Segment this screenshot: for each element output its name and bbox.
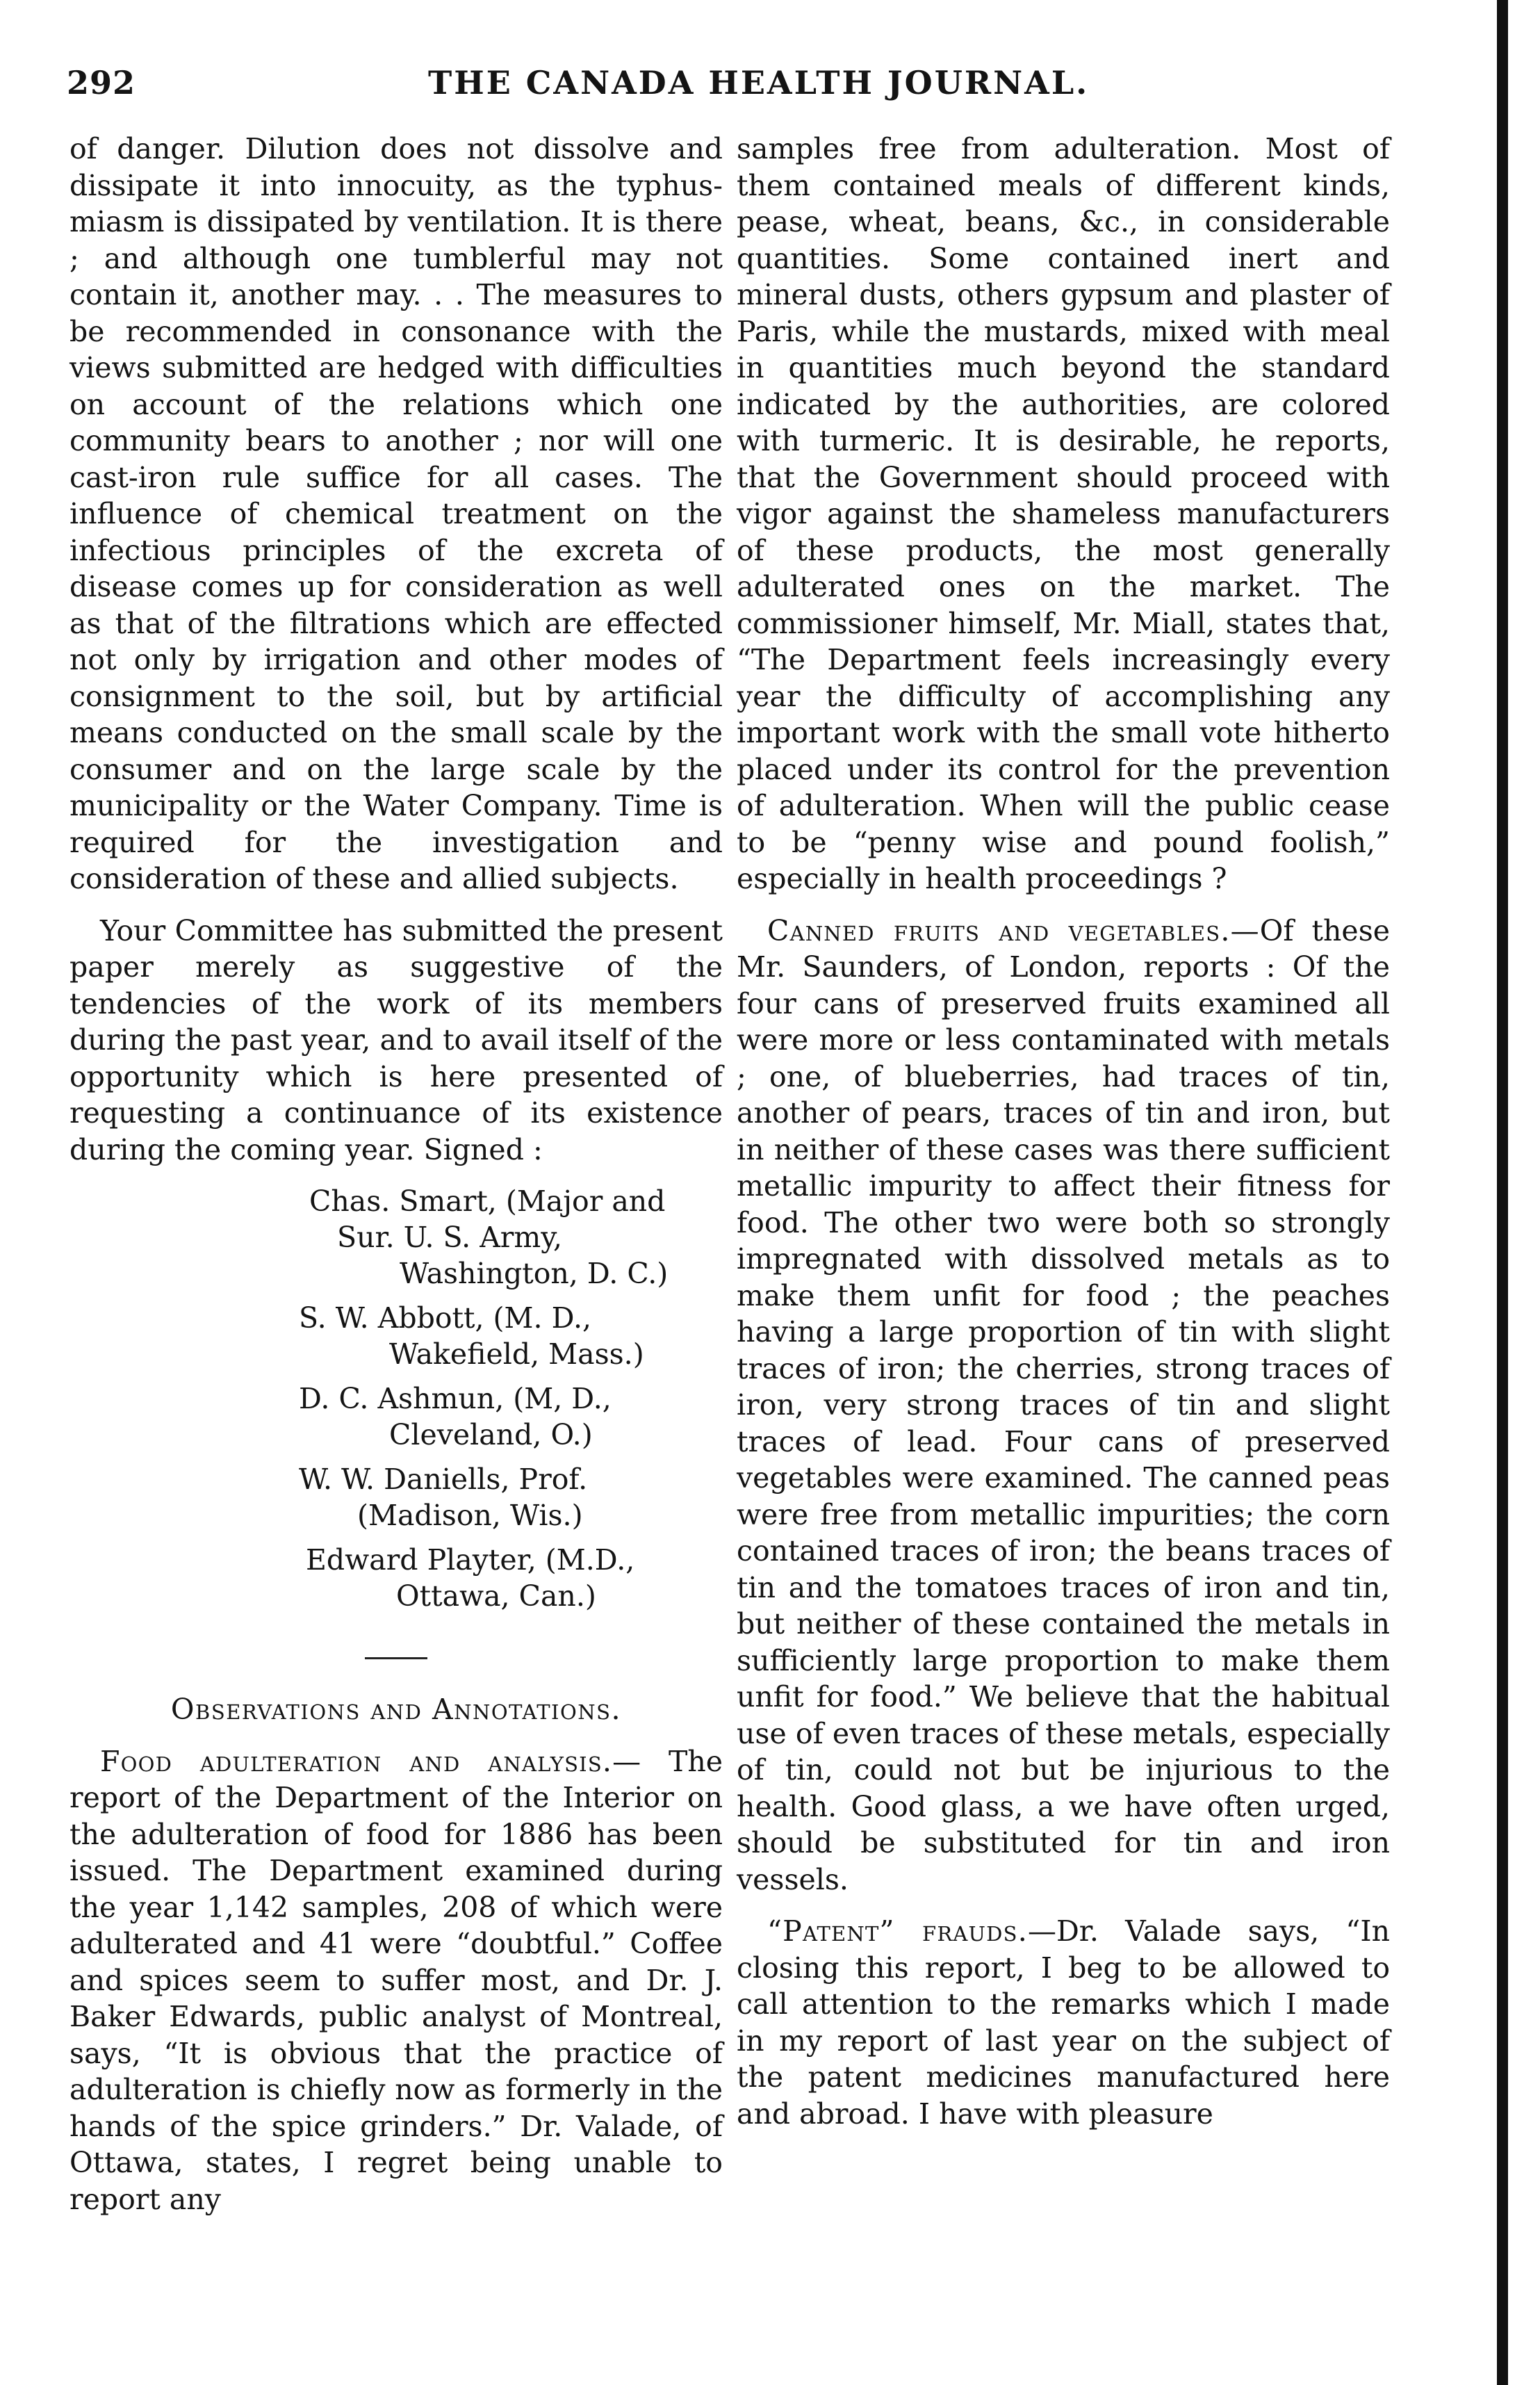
patent-frauds-paragraph: [737, 1913, 1390, 2132]
page-header: [67, 54, 1387, 117]
food-adulteration-subhead: Food adulteration and analysis.—: [100, 1744, 642, 1778]
signature-dc-ashmun: [69, 1381, 723, 1453]
committee-closing-paragraph: Your Committee has submitted the present paper merely as suggestive of the tendencies of the work of its members during the past year, and to avail itself of the opportunity which is here presented of requesting a continuance of its existence during the coming year. Signed :: [69, 913, 723, 1166]
signature-line: (Madison, Wis.): [357, 1499, 583, 1532]
signature-line: S. W. Abbott, (M. D.,: [299, 1301, 592, 1335]
signature-line: Ottawa, Can.): [396, 1579, 596, 1613]
patent-frauds-text: —Dr. Valade says, “In closing this report, I beg to be allowed to call attention to the remarks which I made in my report of last year on the subject of the patent medicines manufactured here and abroad. I have with pleasure: [737, 1914, 1390, 2131]
adulteration-continued-paragraph: samples free from adulteration. Most of them contained meals of different kinds, pease, wheat, beans, &c., in considerable quantities. Some contained inert and mineral dusts, others gypsum and plaster of Paris, while the mustards, mixed with meal in quantities much beyond the standard indicated by the authorities, are colored with turmeric. It is desirable, he reports, that the Government should proceed with vigor against the shameless manufacturers of these products, the most generally adulterated ones on the market. The commissioner himself, Mr. Miall, states that, “The Department feels increasingly every year the difficulty of accomplishing any important work with the small vote hitherto placed under its control for the prevention of adulteration. When will the public cease to be “penny wise and pound foolish,” especially in health proceedings ?: [737, 132, 1390, 895]
signature-line: Cleveland, O.): [389, 1418, 593, 1451]
signature-line: Wakefield, Mass.): [389, 1337, 644, 1371]
signature-line: Edward Playter, (M.D.,: [306, 1543, 635, 1577]
section-heading: Observations and Annotations.: [170, 1693, 622, 1726]
signature-edward-playter: [69, 1542, 723, 1614]
page-number: 292: [67, 64, 136, 101]
canned-goods-subhead: Canned fruits and vegetables.—: [767, 913, 1260, 947]
signature-ww-daniells: [69, 1461, 723, 1533]
patent-frauds-subhead: “Patent” frauds.: [767, 1914, 1028, 1948]
food-adulteration-paragraph: [69, 1743, 723, 2218]
signature-line: Washington, D. C.): [400, 1257, 669, 1290]
section-divider: [365, 1657, 427, 1659]
canned-goods-text: Of these Mr. Saunders, of London, reports : Of the four cans of preserved fruits examined all were more or less contaminated with metals ; one, of blueberries, had traces of tin, another of pears, traces of tin and iron, but in neither of these cases was there sufficient metallic impurity to affect their fitness for food. The other two were both so strongly impregnated with dissolved metals as to make them unfit for food ; the peaches having a large proportion of tin with slight traces of iron; the cherries, strong traces of iron, very strong traces of tin and slight traces of lead. Four cans of preserved vegetables were examined. The canned peas were free from metallic impurities; the corn contained traces of iron; the beans traces of tin and the tomatoes traces of iron and tin, but neither of these contained the metals in sufficiently large proportion to make them unfit for food.” We believe that the habitual use of even traces of these metals, especially of tin, could not but be injurious to the health. Good glass, a we have often urged, should be substituted for tin and iron vessels.: [737, 913, 1390, 1896]
food-adulteration-text: The report of the Department of the Interior on the adulteration of food for 1886 has been issued. The Department examined during the year 1,142 samples, 208 of which were adulterated and 41 were “doubtful.” Coffee and spices seem to suffer most, and Dr. J. Baker Edwards, public analyst of Montreal, says, “It is obvious that the practice of adulteration is chiefly now as formerly in the hands of the spice grinders.” Dr. Valade, of Ottawa, states, I regret being unable to report any: [69, 1744, 723, 2216]
signature-line: Chas. Smart, (Major and: [309, 1185, 666, 1218]
running-title: THE CANADA HEALTH JOURNAL.: [428, 64, 1090, 101]
signature-line: Sur. U. S. Army,: [337, 1221, 563, 1254]
page-edge-rule: [1497, 0, 1508, 2385]
right-column: [737, 131, 1390, 2147]
left-column: [69, 131, 723, 2233]
canned-goods-paragraph: [737, 913, 1390, 1898]
signature-chas-smart: [69, 1183, 723, 1292]
committee-report-paragraph: of danger. Dilution does not dissolve and dissipate it into innocuity, as the typhus-miasm is dissipated by ventilation. It is there ; and although one tumblerful may not contain it, another may. . . The measures to be recommended in consonance with the views submitted are hedged with difficulties on account of the relations which one community bears to another ; nor will one cast-iron rule suffice for all cases. The influence of chemical treatment on the infectious principles of the excreta of disease comes up for consideration as well as that of the filtrations which are effected not only by irrigation and other modes of consignment to the soil, but by artificial means conducted on the small scale by the consumer and on the large scale by the municipality or the Water Company. Time is required for the investigation and consideration of these and allied subjects.: [69, 132, 723, 895]
signature-line: W. W. Daniells, Prof.: [299, 1463, 588, 1496]
signature-sw-abbott: [69, 1300, 723, 1372]
signature-line: D. C. Ashmun, (M, D.,: [299, 1382, 612, 1415]
